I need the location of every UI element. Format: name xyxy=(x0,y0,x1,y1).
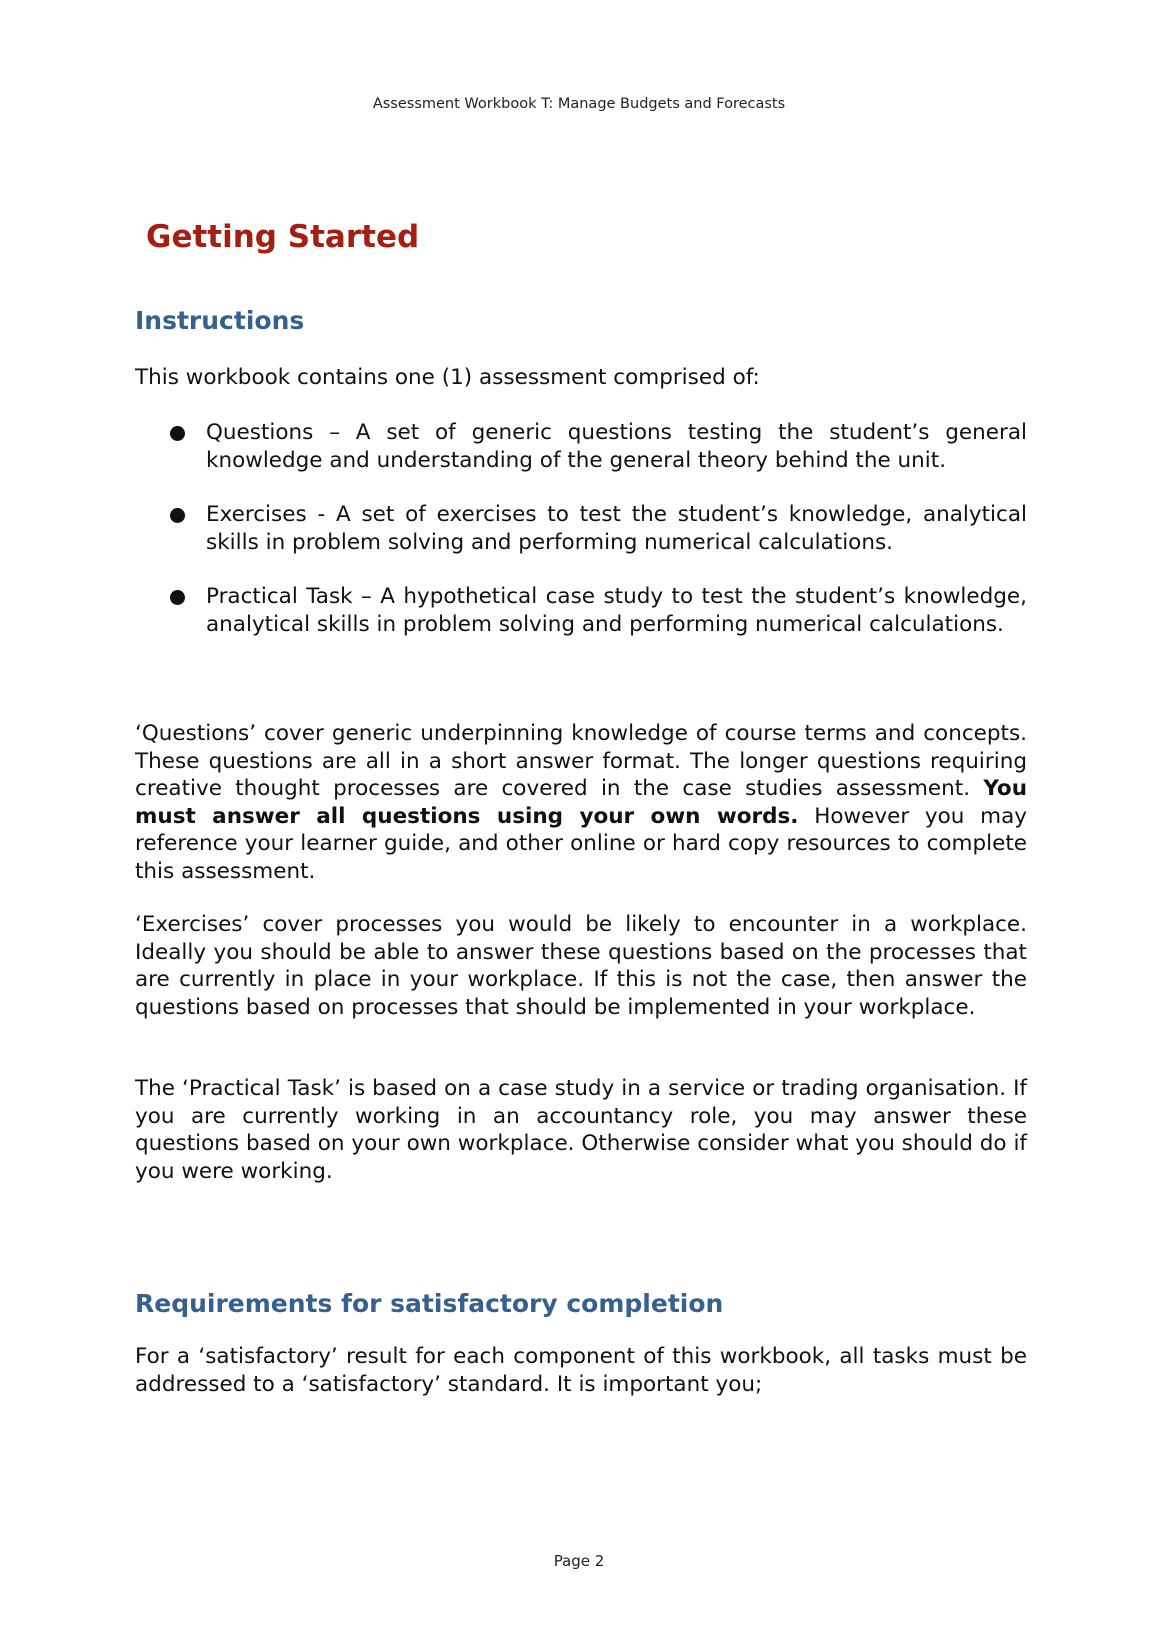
bullet-icon xyxy=(170,590,185,605)
list-item-practical-task xyxy=(170,583,1027,638)
assessment-components-list xyxy=(170,419,1027,665)
exercises-paragraph: ‘Exercises’ cover processes you would be likely to encounter in a workplace. Ideally you should be able to answer these questions based on the processes that are currently in place in your workplace. If this is not the case, then answer the questions based on processes that should be implemented in your workplace. xyxy=(135,912,1027,1020)
list-item-exercises xyxy=(170,501,1027,556)
list-item-text: Exercises - A set of exercises to test the student’s knowledge, analytical skills in problem solving and performing numerical calculations. xyxy=(206,502,1027,555)
intro-paragraph: This workbook contains one (1) assessment comprised of: xyxy=(135,365,760,390)
questions-paragraph-part2: However you may reference your learner guide, and other online or hard copy resources to complete this assessment. xyxy=(135,803,1027,884)
running-header: Assessment Workbook T: Manage Budgets and Forecasts xyxy=(372,96,786,112)
requirements-paragraph: For a ‘satisfactory’ result for each component of this workbook, all tasks must be addressed to a ‘satisfactory’ standard. It is important you; xyxy=(135,1344,1027,1397)
bullet-icon xyxy=(170,426,185,441)
bullet-icon xyxy=(170,508,185,523)
list-item-questions xyxy=(170,419,1027,474)
list-item-text: Practical Task – A hypothetical case study to test the student’s knowledge, analytical skills in problem solving and performing numerical calculations. xyxy=(206,584,1027,637)
questions-paragraph xyxy=(135,720,1027,885)
questions-paragraph-emphasis: You must answer all questions using your own words. xyxy=(135,776,1027,829)
page-title: Getting Started xyxy=(146,219,420,255)
list-item-text: Questions – A set of generic questions testing the student’s general knowledge and understanding of the general theory behind the unit. xyxy=(206,420,1027,473)
page-number: Page 2 xyxy=(553,1552,605,1570)
requirements-heading: Requirements for satisfactory completion xyxy=(135,1289,724,1318)
practical-task-paragraph: The ‘Practical Task’ is based on a case study in a service or trading organisation. If you are currently working in an accountancy role, you may answer these questions based on your own workplace. Otherwise consider what you should do if you were working. xyxy=(135,1076,1027,1184)
questions-paragraph-part1: ‘Questions’ cover generic underpinning knowledge of course terms and concepts. These questions are all in a short answer format. The longer questions requiring creative thought processes are covered in the case studies assessment. xyxy=(135,721,1027,801)
instructions-heading: Instructions xyxy=(135,306,305,335)
